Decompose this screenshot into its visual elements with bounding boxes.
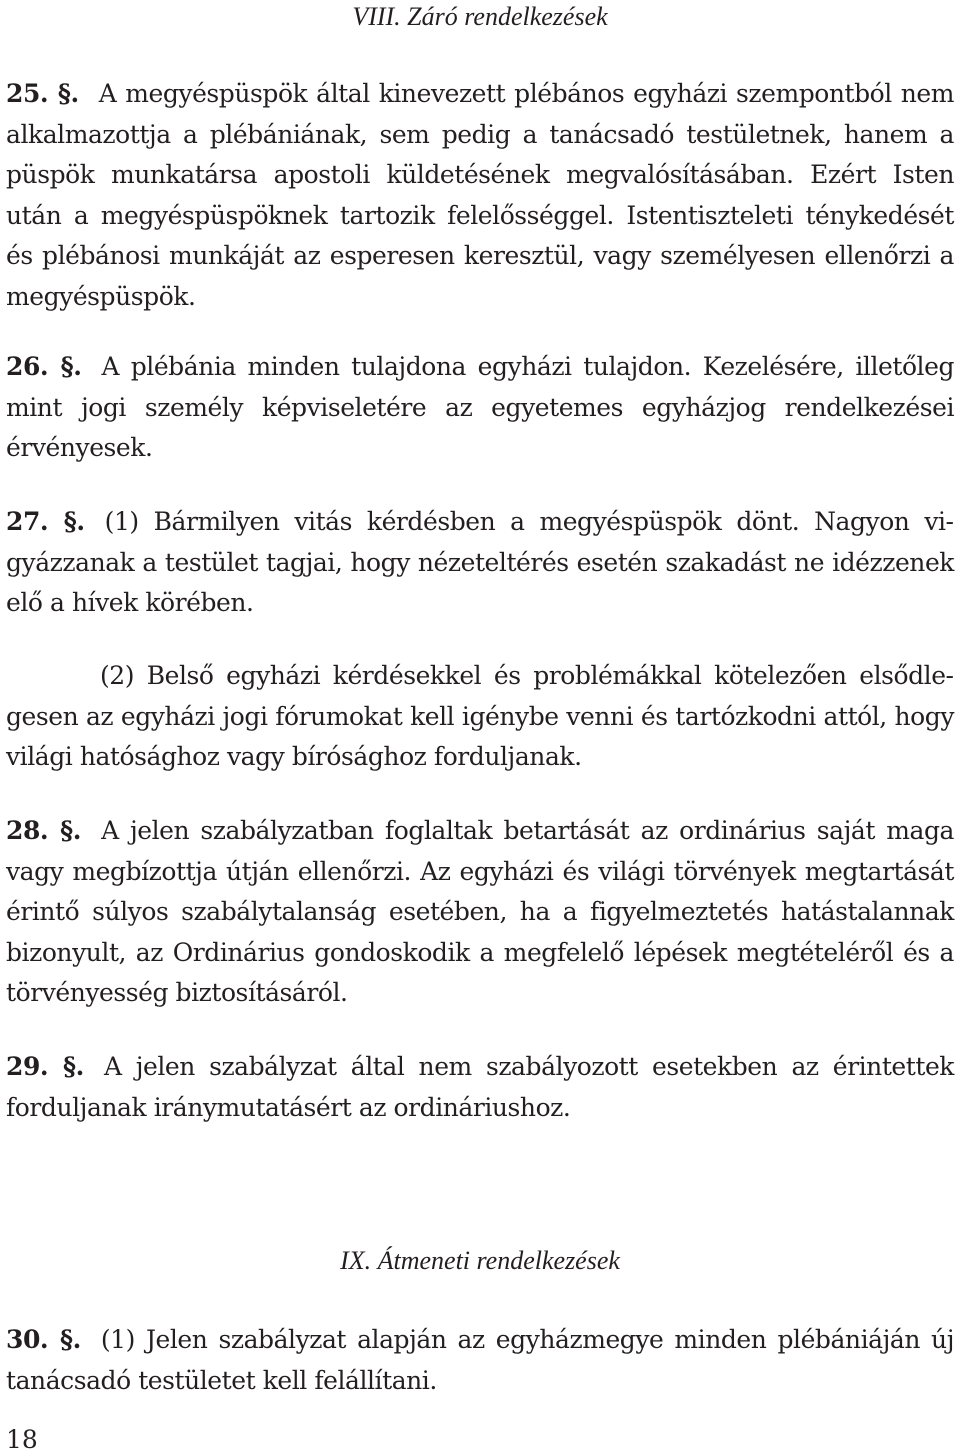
paragraph-text: (1) Bármilyen vitás kérdésben a megyéspüspök dönt. Nagyon vigyázzanak a testület tagjai, hogy nézeteltérés esetén szakadást ne idézzenek elő a hívek körében. (6, 507, 954, 618)
paragraph-text: A jelen szabályzatban foglaltak betartását az ordinárius saját maga vagy megbízottja útján ellenőrzi. Az egyházi és világi törvények megtartását érintő súlyos szabálytalanság esetében, ha a figyelmeztetés hatástalannak bizonyult, az Ordinárius gondoskodik a megfelelő lépések megtételéről és a törvényesség biztosításáról. (6, 816, 954, 1008)
paragraph-text: A jelen szabályzat által nem szabályozott esetekben az érintettek forduljanak iránymutatásért az ordináriushoz. (6, 1052, 954, 1122)
section-number: 25. §. (6, 79, 79, 108)
paragraph-26 (6, 347, 954, 469)
paragraph-25 (6, 74, 954, 318)
section-heading-ix: IX. Átmeneti rendelkezések (340, 1246, 620, 1275)
paragraph-28 (6, 811, 954, 1014)
section-number: 26. §. (6, 352, 82, 381)
section-heading-viii: VIII. Záró rendelkezések (352, 2, 608, 31)
paragraph-text: (2) Belső egyházi kérdésekkel és problémákkal kötelezően elsődlegesen az egyházi jogi fórumokat kell igénybe venni és tartózkodni attól, hogy világi hatósághoz vagy bírósághoz forduljanak. (6, 661, 954, 772)
section-number: 30. §. (6, 1325, 81, 1354)
paragraph-text: (1) Jelen szabályzat alapján az egyházmegye minden plébániáján új tanácsadó testületet kell felállítani. (6, 1325, 954, 1395)
paragraph-text: A plébánia minden tulajdona egyházi tulajdon. Kezelésére, illetőleg mint jogi személy képviseletére az egyetemes egyházjog rendelkezései érvényesek. (6, 352, 954, 463)
paragraph-29 (6, 1047, 954, 1128)
section-number: 28. §. (6, 816, 82, 845)
paragraph-27-1 (6, 502, 954, 624)
paragraph-30 (6, 1320, 954, 1401)
paragraph-text: A megyéspüspök által kinevezett plébános egyházi szempontból nem alkalmazottja a plébániának, sem pedig a tanácsadó testületnek, hanem a püspök munkatársa apostoli küldetésének megvalósításában. Ezért Isten után a megyéspüspöknek tartozik felelősséggel. Istentiszteleti ténykedését és plébánosi munkáját az esperesen keresztül, vagy személyesen ellenőrzi a megyéspüspök. (6, 79, 954, 311)
section-number: 29. §. (6, 1052, 84, 1081)
section-number: 27. §. (6, 507, 85, 536)
page-number: 18 (6, 1425, 38, 1454)
paragraph-27-2 (6, 656, 954, 778)
